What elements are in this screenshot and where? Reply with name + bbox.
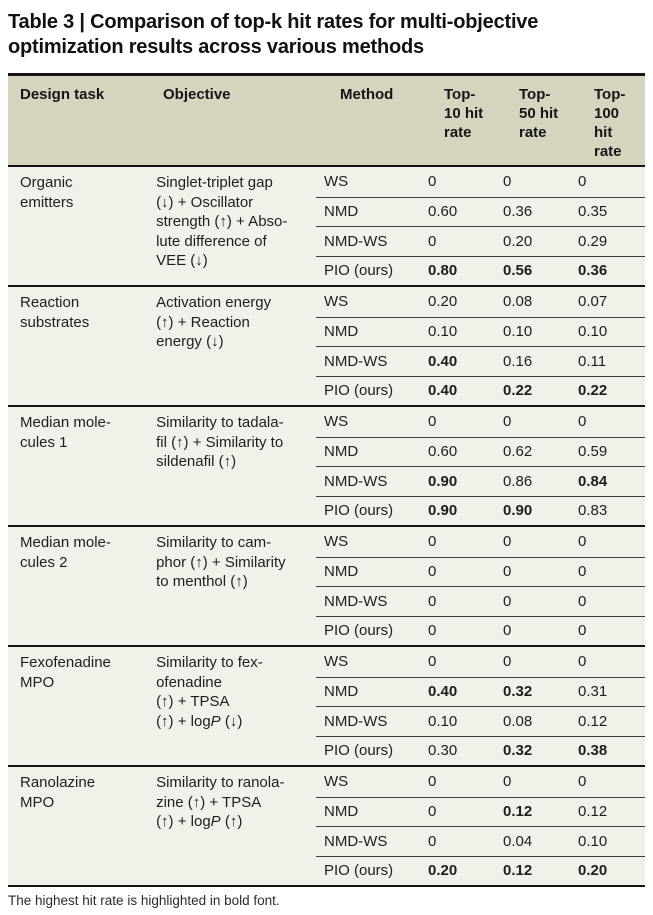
top10-value: 0.60: [428, 443, 458, 460]
top50-value: 0.22: [503, 382, 533, 399]
top100-value: 0: [578, 772, 587, 790]
design-task-cell: Median mole- cules 2: [20, 534, 111, 571]
top50-value: 0.20: [503, 232, 533, 250]
top10-value: 0: [428, 652, 437, 670]
table-row: [316, 826, 645, 856]
top50-value: 0: [503, 592, 512, 610]
top10-value: 0: [428, 172, 437, 190]
method-cell: PIO (ours): [324, 502, 394, 519]
top50-value: 0: [503, 532, 512, 550]
top50-value: 0: [503, 772, 512, 790]
top10-value: 0.20: [428, 862, 458, 879]
table-row: [316, 767, 645, 797]
objective-cell: Activation energy (↑) + Reaction energy (↓): [156, 294, 272, 350]
design-task-cell: Median mole- cules 1: [20, 414, 111, 451]
objective-cell: Similarity to cam- phor (↑) + Similarity to menthol (↑): [156, 534, 286, 590]
top100-value: 0.20: [578, 862, 608, 879]
top50-value: 0.56: [503, 262, 533, 279]
col-header-top100-label: Top-100 hit rate: [594, 86, 626, 160]
top100-value: 0.59: [578, 443, 608, 460]
top50-value: 0.16: [503, 352, 533, 370]
method-cell: WS: [324, 652, 349, 670]
top100-value: 0.84: [578, 472, 608, 490]
top10-value: 0.30: [428, 742, 458, 759]
method-cell: PIO (ours): [324, 622, 394, 639]
top10-value: 0: [428, 592, 437, 610]
objective-cell: Singlet-triplet gap (↓) + Oscillator strength (↑) + Abso- lute difference of VEE (↓): [156, 174, 288, 269]
top100-value: 0.10: [578, 832, 608, 850]
table-row: [316, 287, 645, 317]
objective-cell: Similarity to ranola- zine (↑) + TPSA (↑) + logP (↑): [156, 774, 285, 830]
top10-value: 0.80: [428, 262, 458, 279]
col-header-design-task: Design task: [20, 86, 105, 103]
col-header-top10-label: Top-10 hit rate: [444, 86, 484, 141]
top100-value: 0: [578, 532, 587, 550]
top50-value: 0.04: [503, 832, 533, 850]
col-header-top50-hit-rate: [511, 76, 586, 165]
top10-value: 0: [428, 563, 437, 580]
method-cell: WS: [324, 772, 349, 790]
table-row: [316, 256, 645, 286]
top10-value: 0: [428, 232, 437, 250]
design-task-cell: Organic emitters: [20, 174, 74, 211]
table-row: [316, 167, 645, 197]
table-row: [316, 856, 645, 886]
top100-value: 0.35: [578, 203, 608, 220]
top50-value: 0.62: [503, 443, 533, 460]
method-cell: WS: [324, 172, 349, 190]
table-group-organic-emitters: [8, 165, 645, 285]
table-row: [316, 407, 645, 437]
method-rows: [316, 407, 645, 525]
method-rows: [316, 767, 645, 885]
method-cell: WS: [324, 292, 349, 310]
objective-cell: Similarity to fex- ofenadine (↑) + TPSA (↑) + logP (↓): [156, 654, 263, 730]
top100-value: 0.38: [578, 742, 608, 759]
table-title: Table 3 | Comparison of top-k hit rates for multi-objective optimization results across various methods: [8, 11, 539, 58]
method-rows: [316, 527, 645, 645]
table-row: [316, 496, 645, 526]
top10-value: 0: [428, 532, 437, 550]
col-header-objective: Objective: [163, 86, 231, 103]
top10-value: 0: [428, 803, 437, 820]
top10-value: 0.40: [428, 382, 458, 399]
design-task-cell: Reaction substrates: [20, 294, 90, 331]
top10-value: 0: [428, 622, 437, 639]
objective-cell: Similarity to tadala- fil (↑) + Similarity to sildenafil (↑): [156, 414, 284, 470]
top50-value: 0: [503, 652, 512, 670]
top50-value: 0: [503, 172, 512, 190]
top10-value: 0.60: [428, 203, 458, 220]
method-cell: NMD: [324, 683, 359, 700]
table-row: [316, 437, 645, 467]
top50-value: 0: [503, 622, 512, 639]
col-header-top100-hit-rate: [586, 76, 645, 165]
top10-value: 0.90: [428, 502, 458, 519]
method-rows: [316, 287, 645, 405]
col-header-top10-hit-rate: [436, 76, 511, 165]
method-cell: PIO (ours): [324, 262, 394, 279]
table-row: [316, 346, 645, 376]
method-cell: WS: [324, 412, 349, 430]
top10-value: 0.20: [428, 292, 458, 310]
method-cell: NMD: [324, 203, 359, 220]
top100-value: 0.31: [578, 683, 608, 700]
method-cell: NMD-WS: [324, 592, 388, 610]
method-cell: NMD-WS: [324, 352, 388, 370]
top100-value: 0: [578, 412, 587, 430]
method-cell: PIO (ours): [324, 862, 394, 879]
top100-value: 0.29: [578, 232, 608, 250]
method-cell: PIO (ours): [324, 382, 394, 399]
table-row: [316, 466, 645, 496]
top10-value: 0.40: [428, 683, 458, 700]
table-row: [316, 797, 645, 827]
method-cell: NMD-WS: [324, 832, 388, 850]
method-rows: [316, 647, 645, 765]
top10-value: 0: [428, 412, 437, 430]
top100-value: 0: [578, 563, 587, 580]
table-row: [316, 736, 645, 766]
top50-value: 0: [503, 412, 512, 430]
top10-value: 0.90: [428, 472, 458, 490]
col-header-method: Method: [340, 86, 394, 103]
table-group-reaction-substrates: [8, 285, 645, 405]
table-row: [316, 647, 645, 677]
top100-value: 0: [578, 592, 587, 610]
table-body: [8, 165, 645, 887]
top100-value: 0: [578, 652, 587, 670]
table-row: [316, 616, 645, 646]
method-cell: NMD: [324, 803, 359, 820]
top100-value: 0.36: [578, 262, 608, 279]
col-header-top50-label: Top-50 hit rate: [519, 86, 559, 141]
top50-value: 0.08: [503, 712, 533, 730]
design-task-cell: Fexofenadine MPO: [20, 654, 111, 691]
table-row: [316, 527, 645, 557]
top50-value: 0.90: [503, 502, 533, 519]
table-group-ranolazine-mpo: [8, 765, 645, 885]
method-cell: WS: [324, 532, 349, 550]
top100-value: 0.83: [578, 502, 608, 519]
table-group-median-molecules-1: [8, 405, 645, 525]
table-row: [316, 706, 645, 736]
top100-value: 0.11: [578, 352, 607, 370]
design-task-cell: Ranolazine MPO: [20, 774, 96, 811]
table-row: [316, 557, 645, 587]
top100-value: 0.22: [578, 382, 608, 399]
method-cell: NMD: [324, 443, 359, 460]
top100-value: 0.10: [578, 323, 608, 340]
top10-value: 0: [428, 772, 437, 790]
top10-value: 0.10: [428, 323, 458, 340]
table-row: [316, 586, 645, 616]
top100-value: 0.07: [578, 292, 608, 310]
table-group-median-molecules-2: [8, 525, 645, 645]
top50-value: 0.36: [503, 203, 533, 220]
top50-value: 0.86: [503, 472, 533, 490]
top10-value: 0.10: [428, 712, 458, 730]
top50-value: 0: [503, 563, 512, 580]
table-row: [316, 376, 645, 406]
method-cell: NMD-WS: [324, 472, 388, 490]
results-table: [8, 73, 645, 887]
table-header-row: [8, 76, 645, 165]
table-row: [316, 226, 645, 256]
table-footnote: The highest hit rate is highlighted in bold font.: [8, 893, 280, 908]
top50-value: 0.32: [503, 683, 533, 700]
top100-value: 0: [578, 172, 587, 190]
top50-value: 0.12: [503, 803, 533, 820]
top10-value: 0.40: [428, 352, 458, 370]
method-cell: NMD: [324, 563, 359, 580]
method-cell: PIO (ours): [324, 742, 394, 759]
table-row: [316, 317, 645, 347]
top100-value: 0.12: [578, 712, 608, 730]
table-row: [316, 197, 645, 227]
method-cell: NMD-WS: [324, 232, 388, 250]
top50-value: 0.10: [503, 323, 533, 340]
method-cell: NMD: [324, 323, 359, 340]
method-rows: [316, 167, 645, 285]
method-cell: NMD-WS: [324, 712, 388, 730]
table-group-fexofenadine-mpo: [8, 645, 645, 765]
top100-value: 0: [578, 622, 587, 639]
table-row: [316, 677, 645, 707]
top10-value: 0: [428, 832, 437, 850]
top50-value: 0.32: [503, 742, 533, 759]
top100-value: 0.12: [578, 803, 608, 820]
top50-value: 0.12: [503, 862, 533, 879]
top50-value: 0.08: [503, 292, 533, 310]
